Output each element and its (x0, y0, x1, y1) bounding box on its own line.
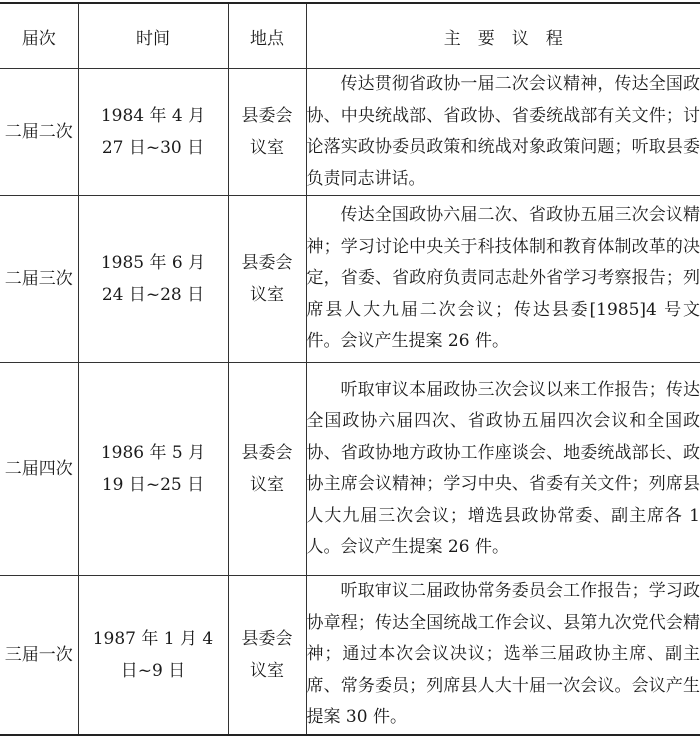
session-cell: 三届一次 (0, 576, 78, 735)
time-line-1: 1986 年 5 月 (101, 443, 205, 463)
time-cell (78, 196, 228, 363)
place-line-2: 议室 (250, 661, 284, 681)
table-header (0, 3, 700, 69)
table-body (0, 69, 700, 735)
time-cell (78, 576, 228, 735)
place-cell (228, 363, 306, 576)
agenda-cell (306, 69, 700, 196)
sessions-table (0, 2, 700, 736)
agenda-cell (306, 576, 700, 735)
time-cell (78, 69, 228, 196)
time-line-1: 1985 年 6 月 (101, 253, 205, 273)
time-line-1: 1987 年 1 月 4 (93, 629, 214, 649)
place-line-1: 县委会 (242, 443, 293, 463)
time-line-2: 24 日~28 日 (102, 285, 204, 305)
header-time: 时间 (78, 3, 228, 69)
header-row (0, 3, 700, 69)
time-line-2: 19 日~25 日 (102, 475, 204, 495)
table-row (0, 69, 700, 196)
table-row (0, 196, 700, 363)
session-cell: 二届三次 (0, 196, 78, 363)
place-line-2: 议室 (250, 138, 284, 158)
time-line-2: 27 日~30 日 (102, 138, 204, 158)
place-line-1: 县委会 (242, 253, 293, 273)
agenda-text: 听取审议本届政协三次会议以来工作报告；传达全国政协六届四次、省政协五届四次会议和全国政协、省政协地方政协工作座谈会、地委统战部长、政协主席会议精神；学习中央、省委有关文件；列席县人大九届三次会议；增选县政协常委、副主席各 1 人。会议产生提案 26 件。 (307, 375, 700, 564)
agenda-text: 听取审议二届政协常务委员会工作报告；学习政协章程；传达全国统战工作会议、县第九次党代会精神；通过本次会议决议；选举三届政协主席、副主席、常务委员；列席县人大十届一次会议。会议产生提案 30 件。 (307, 576, 700, 734)
place-line-2: 议室 (250, 475, 284, 495)
place-cell (228, 196, 306, 363)
agenda-cell (306, 196, 700, 363)
header-agenda: 主 要 议 程 (306, 3, 700, 69)
time-line-2: 日~9 日 (121, 661, 185, 681)
place-cell (228, 576, 306, 735)
session-cell: 二届二次 (0, 69, 78, 196)
place-line-1: 县委会 (242, 629, 293, 649)
table-row (0, 576, 700, 735)
place-line-1: 县委会 (242, 106, 293, 126)
time-line-1: 1984 年 4 月 (101, 106, 205, 126)
agenda-cell (306, 363, 700, 576)
time-cell (78, 363, 228, 576)
place-line-2: 议室 (250, 285, 284, 305)
table-row (0, 363, 700, 576)
header-session: 届次 (0, 3, 78, 69)
agenda-text: 传达贯彻省政协一届二次会议精神，传达全国政协、中央统战部、省政协、省委统战部有关文件；讨论落实政协委员政策和统战对象政策问题；听取县委负责同志讲话。 (307, 69, 700, 195)
session-cell: 二届四次 (0, 363, 78, 576)
place-cell (228, 69, 306, 196)
agenda-text: 传达全国政协六届二次、省政协五届三次会议精神；学习讨论中央关于科技体制和教育体制改革的决定，省委、省政府负责同志赴外省学习考察报告；列席县人大九届二次会议；传达县委[1985]4 号文件。会议产生提案 26 件。 (307, 200, 700, 358)
header-place: 地点 (228, 3, 306, 69)
